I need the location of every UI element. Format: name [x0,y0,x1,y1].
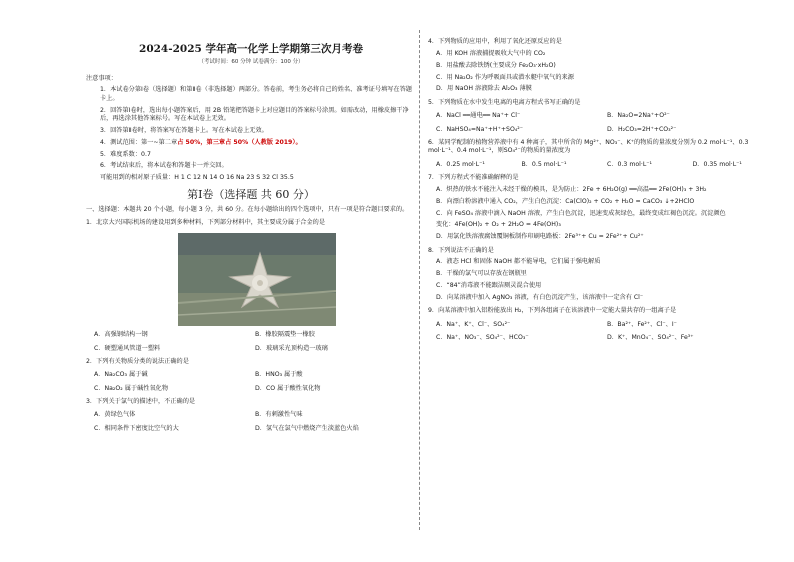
q2-option-c[interactable]: C．Na₂O₂ 属于碱性氧化物 [94,384,169,392]
notice-item-5: 5．难度系数：0.7 [100,150,151,158]
notice-heading: 注意事项： [86,74,117,82]
q7-option-b[interactable]: B．向漂白粉溶液中通入 CO₂，产生白色沉淀：Ca(ClO)₂ + CO₂ + H₂O = CaCO₃ ↓+2HClO [436,197,695,205]
q6-stem: 6．某同学配制的植物营养液中有 4 种离子，其中所含的 Mg²⁺、NO₃⁻、K⁺的物质的量浓度分别为 0.2 mol·L⁻¹、0.3 mol·L⁻¹、0.4 mol·L⁻¹，则SO₄²⁻的物质的量浓度为 [428,138,749,155]
q2-options-row2 [86,385,416,393]
left-column [86,38,416,433]
notice-item-2: 2．回答第Ⅰ卷时，选出每小题答案后，用 2B 铅笔把答题卡上对应题目的答案标号涂黑。如需改动，用橡皮擦干净后，再选涂其他答案标号。写在本试卷上无效。 [100,106,409,123]
q2-options-row1 [86,371,416,379]
q3-option-c[interactable]: C．相同条件下密度比空气的大 [94,424,179,432]
q4-stem: 4．下列物质的应用中，利用了氧化还原反应的是 [428,38,562,45]
q5-option-c[interactable]: C．NaHSO₄=Na⁺+H⁺+SO₄²⁻ [436,125,524,133]
q2-option-a[interactable]: A．Na₂CO₃ 属于碱 [94,371,148,379]
q9-stem: 9．向某溶液中加入铝粉能放出 H₂，下列各组离子在该溶液中一定能大量共存的一组离子是 [428,307,677,315]
q3-option-a[interactable]: A．黄绿色气体 [94,411,136,419]
q7-option-c[interactable]: C．向 FeSO₄ 溶液中滴入 NaOH 溶液，产生白色沉淀，迅速变成灰绿色，最终变成红褐色沉淀。沉淀颜色 [436,209,726,217]
q2-option-b[interactable]: B．HNO₃ 属于酸 [255,371,303,379]
q9-option-a[interactable]: A．Na⁺、K⁺、Cl⁻、SO₄²⁻ [436,320,511,328]
column-divider [419,30,420,530]
scope-prefix: 4．测试范围：第一~第二章 [100,138,178,146]
q4-option-d[interactable]: D．用 NaOH 溶液除去 Al₂O₃ 薄膜 [436,85,532,93]
notice-item-6: 6．考试结束后，将本试卷和答题卡一并交回。 [100,162,228,170]
q9-option-d[interactable]: D．K⁺、MnO₄⁻、SO₄²⁻、Fe³⁺ [607,334,694,342]
scope-highlight: 占 50%，第三章占 50%（人教版 2019）。 [177,138,302,146]
notice-item-3: 3．回答第Ⅱ卷时，将答案写在答题卡上。写在本试卷上无效。 [100,126,268,134]
q4-option-c[interactable]: C．用 Na₂O₂ 作为呼吸面具或潜水艇中氧气的来源 [436,73,574,81]
q7-option-a[interactable]: A．炽热的铁水不能注入未经干燥的模具，是为防止：2Fe + 6H₂O(g) ══高温══ 2Fe(OH)₃ + 3H₂ [436,185,707,193]
airport-image [178,233,336,326]
q3-options-row1 [86,411,416,419]
q9-option-b[interactable]: B．Ba²⁺、Fe²⁺、Cl⁻、I⁻ [607,320,677,328]
q3-option-d[interactable]: D．氢气在氯气中燃烧产生淡蓝色火焰 [255,424,359,432]
q9-options-row2 [428,334,778,342]
q5-option-d[interactable]: D．H₂CO₃=2H⁺+CO₃²⁻ [607,125,677,133]
q3-options-row2 [86,425,416,433]
q1-options-row2 [86,345,416,353]
q7-option-d[interactable]: D．用氯化铁溶液腐蚀覆铜板制作印刷电路板：2Fe³⁺+ Cu = 2Fe²⁺+ Cu²⁺ [436,233,644,241]
q7-option-c-continued: 变化：4Fe(OH)₂ + O₂ + 2H₂O = 4Fe(OH)₃ [436,221,561,229]
q1-stem: 1．北京大兴国际机场的建设用到多种材料，下列部分材料中，其主要成分属于合金的是 [86,218,326,226]
q5-options-row2 [428,126,778,134]
exam-subtitle: （考试时间：60 分钟 试卷满分：100 分） [198,59,304,66]
q5-option-b[interactable]: B．Na₂O=2Na⁺+O²⁻ [607,112,670,120]
q6-option-c[interactable]: C．0.3 mol·L⁻¹ [607,160,653,168]
q9-options-row1 [428,321,778,329]
atomic-mass-list: 可能用到的相对原子质量：H 1 C 12 N 14 O 16 Na 23 S 32 Cl 35.5 [100,174,294,182]
q2-option-d[interactable]: D．CO 属于酸性氧化物 [255,384,321,392]
q3-option-b[interactable]: B．有刺激性气味 [255,411,303,419]
q4-option-a[interactable]: A．用 KOH 溶液捕捉吸收大气中的 CO₂ [436,49,546,57]
q6-option-a[interactable]: A．0.25 mol·L⁻¹ [436,160,485,168]
q8-option-a[interactable]: A．液态 HCl 和固体 NaOH 都不能导电，它们属于强电解质 [436,258,601,266]
q2-stem: 2．下列有关物质分类的说法正确的是 [86,357,189,365]
q1-option-d[interactable]: D．玻璃采光顶构造一玻璃 [255,344,328,352]
q9-option-c[interactable]: C．Na⁺、NO₃⁻、SO₄²⁻、HCO₃⁻ [436,334,529,342]
q5-options-row1 [428,112,778,120]
q1-option-b[interactable]: B．橡胶隔震垫一橡胶 [255,331,315,339]
exam-title: 2024-2025 学年高一化学上学期第三次月考卷 [139,43,363,55]
q4-option-b[interactable]: B．用盐酸去除铁锈(主要成分 Fe₂O₃·xH₂O) [436,61,556,69]
q5-option-a[interactable]: A．NaCl ══通电══ Na⁺+ Cl⁻ [436,112,521,120]
q1-option-a[interactable]: A．高强钢结构一钢 [94,331,148,339]
section-title: 第Ⅰ卷（选择题 共 60 分） [187,187,315,201]
right-column [428,38,778,342]
q6-options-row [428,161,778,169]
airport-photo-icon [178,233,336,326]
notice-item-1: 1．本试卷分第Ⅰ卷（选择题）和第Ⅱ卷（非选择题）两部分。答卷前，考生务必将自己的姓名、准考证号填写在答题卡上。 [100,86,412,102]
notice-item-4 [86,139,416,147]
q1-option-c[interactable]: C．硬塑通风管道一塑料 [94,344,161,352]
q8-stem: 8．下列说法不正确的是 [428,246,494,254]
q6-option-b[interactable]: B．0.5 mol·L⁻¹ [521,160,567,168]
q6-option-d[interactable]: D．0.35 mol·L⁻¹ [692,160,742,168]
section-intro: 一、选择题：本题共 20 个小题，每小题 3 分，共 60 分。在每小题给出的四个选项中，只有一项是符合题目要求的。 [86,205,409,213]
q1-options-row1 [86,331,416,339]
q8-option-b[interactable]: B．干燥的氯气可以存放在钢瓶里 [436,270,527,278]
q8-option-d[interactable]: D．向某溶液中加入 AgNO₃ 溶液，有白色沉淀产生，该溶液中一定含有 Cl⁻ [436,294,644,302]
q5-stem: 5．下列物质在水中发生电离的电离方程式书写正确的是 [428,98,581,106]
q7-stem: 7．下列方程式不能准确解释的是 [428,173,519,181]
q3-stem: 3．下列关于氯气的描述中，不正确的是 [86,398,196,406]
q8-option-c[interactable]: C．“84”消毒液不能跟洁厕灵混合使用 [436,282,542,290]
